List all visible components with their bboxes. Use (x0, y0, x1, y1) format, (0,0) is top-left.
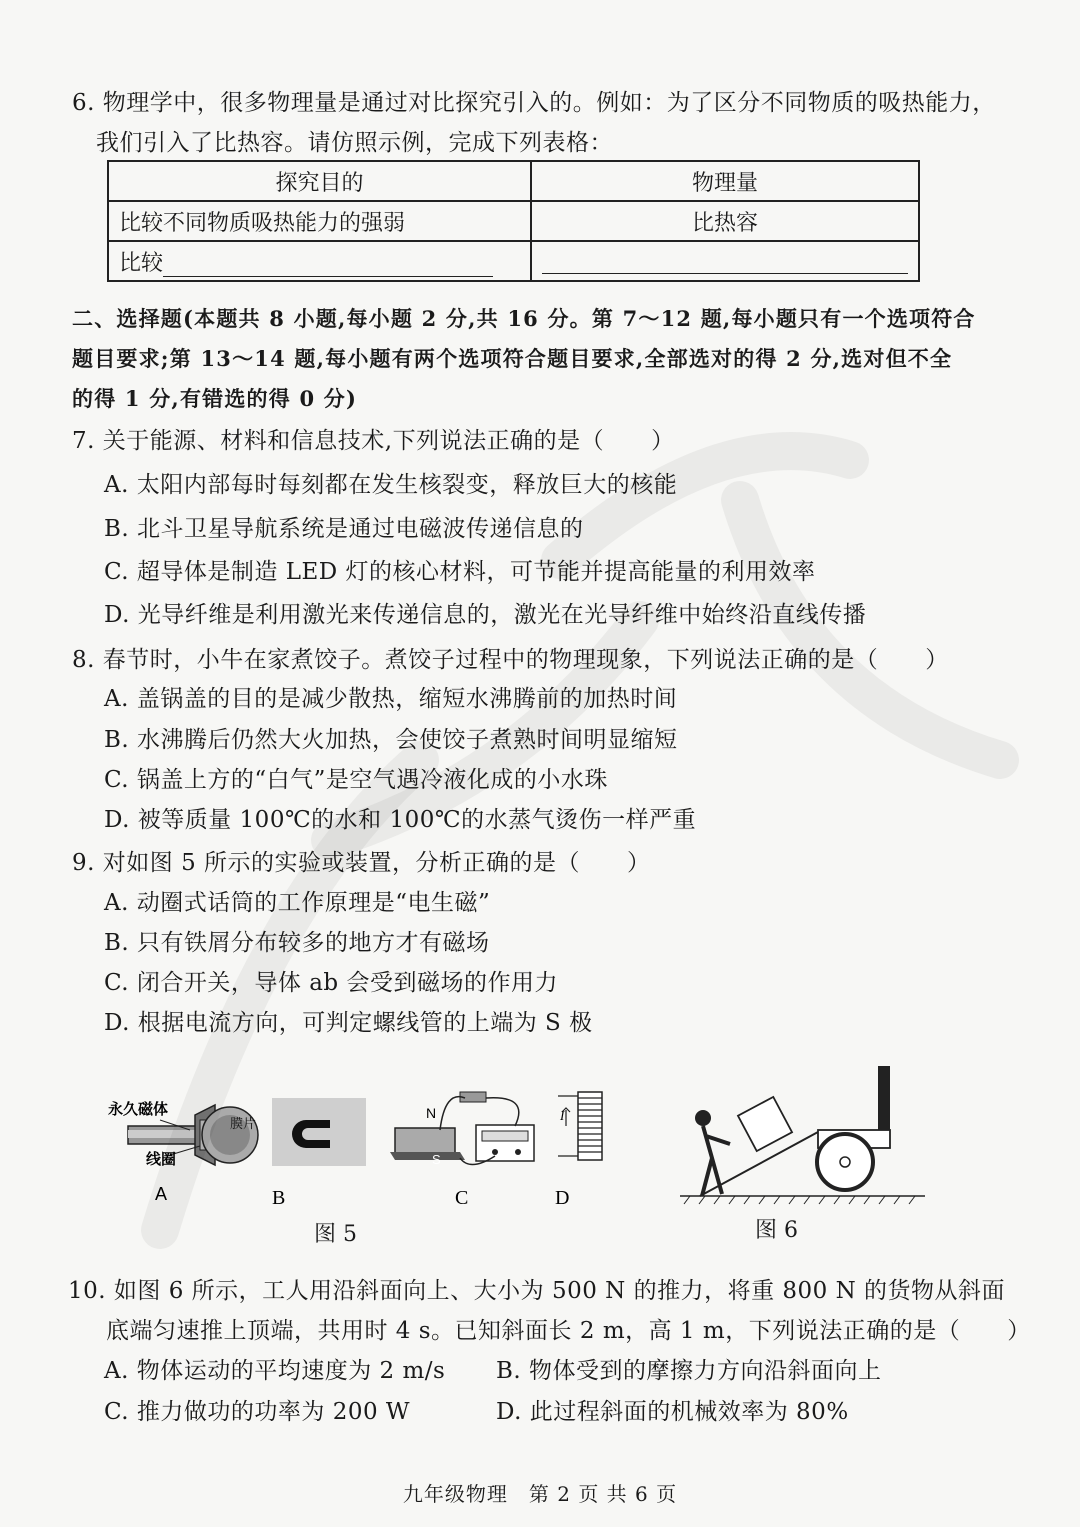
answer-blank[interactable] (163, 252, 493, 277)
fig5d-solenoid (555, 1092, 602, 1209)
q9-stem: 9. 对如图 5 所示的实验或装置，分析正确的是（ ） (72, 850, 651, 876)
fig6-incline (680, 1066, 925, 1204)
table-cell: 比热容 (531, 201, 919, 241)
q7-option-b: B. 北斗卫星导航系统是通过电磁波传递信息的 (104, 516, 584, 542)
q7-option-c: C. 超导体是制造 LED 灯的核心材料，可节能并提高能量的利用效率 (104, 559, 816, 585)
q8-stem: 8. 春节时，小牛在家煮饺子。煮饺子过程中的物理现象，下列说法正确的是（ ） (72, 647, 949, 673)
table-row (108, 201, 919, 241)
page-footer: 九年级物理 第 2 页 共 6 页 (402, 1482, 678, 1506)
table-row (108, 241, 919, 281)
q8-option-d: D. 被等质量 100℃的水和 100℃的水蒸气烫伤一样严重 (104, 807, 697, 833)
q7-option-d: D. 光导纤维是利用激光来传递信息的，激光在光导纤维中始终沿直线传播 (104, 602, 867, 628)
q9-option-d: D. 根据电流方向，可判定螺线管的上端为 S 极 (104, 1010, 593, 1036)
figures (0, 1060, 1080, 1260)
q7-option-a: A. 太阳内部每时每刻都在发生核裂变，释放巨大的核能 (104, 472, 678, 498)
s-pole-label: S (432, 1152, 441, 1167)
compare-prefix: 比较 (119, 250, 164, 276)
fig5b-iron-filings (272, 1098, 366, 1209)
fig5-caption: 图 5 (314, 1222, 357, 1247)
fig5-label-d: D (555, 1187, 570, 1209)
q6-line2: 我们引入了比热容。请仿照示例，完成下列表格： (96, 130, 613, 156)
q10-option-c: C. 推力做功的功率为 200 W (104, 1399, 411, 1425)
n-pole-label: N (426, 1105, 437, 1121)
table-cell-answer-purpose[interactable] (108, 241, 531, 281)
q9-option-b: B. 只有铁屑分布较多的地方才有磁场 (104, 930, 490, 956)
q6-table (107, 160, 920, 282)
table-cell: 比较不同物质吸热能力的强弱 (108, 201, 531, 241)
fig5-label-b: B (272, 1187, 286, 1209)
section2-line1: 二、选择题(本题共 8 小题,每小题 2 分,共 16 分。第 7～12 题,每小题只有一个选项符合 (72, 306, 976, 331)
q10-line2: 底端匀速推上顶端，共用时 4 s。已知斜面长 2 m，高 1 m，下列说法正确的是（ ） (106, 1318, 1031, 1344)
coil-label: 线圈 (146, 1151, 177, 1168)
table-header-quantity: 物理量 (531, 161, 919, 201)
q7-stem: 7. 关于能源、材料和信息技术,下列说法正确的是（ ） (72, 428, 675, 454)
q8-option-c: C. 锅盖上方的“白气”是空气遇冷液化成的小水珠 (104, 767, 608, 793)
q9-option-c: C. 闭合开关，导体 ab 会受到磁场的作用力 (104, 970, 558, 996)
membrane-label: 膜片 (230, 1116, 257, 1131)
section2-line3: 的得 1 分,有错选的得 0 分) (72, 386, 358, 411)
magnet-label: 永久磁体 (108, 1101, 169, 1118)
q9-option-a: A. 动圈式话筒的工作原理是“电生磁” (104, 890, 491, 916)
fig5-label-c: C (455, 1187, 469, 1209)
current-label: I (560, 1108, 565, 1123)
fig6-caption: 图 6 (755, 1218, 798, 1243)
fig5-label-a: A (155, 1184, 168, 1204)
fig5a-microphone (108, 1100, 258, 1204)
q6-line1: 6. 物理学中，很多物理量是通过对比探究引入的。例如：为了区分不同物质的吸热能力， (72, 90, 996, 116)
q8-option-a: A. 盖锅盖的目的是减少散热，缩短水沸腾前的加热时间 (104, 686, 678, 712)
q10-option-a: A. 物体运动的平均速度为 2 m/s (104, 1358, 446, 1384)
answer-blank[interactable] (542, 249, 908, 274)
table-row (108, 161, 919, 201)
table-header-purpose: 探究目的 (108, 161, 531, 201)
q10-option-b: B. 物体受到的摩擦力方向沿斜面向上 (496, 1358, 882, 1384)
q10-option-d: D. 此过程斜面的机械效率为 80% (496, 1399, 849, 1425)
q10-line1: 10. 如图 6 所示，工人用沿斜面向上、大小为 500 N 的推力，将重 800 N 的货物从斜面 (68, 1278, 1006, 1304)
table-cell-answer-quantity[interactable] (531, 241, 919, 281)
q8-option-b: B. 水沸腾后仍然大火加热，会使饺子煮熟时间明显缩短 (104, 727, 678, 753)
section2-line2: 题目要求;第 13～14 题,每小题有两个选项符合题目要求,全部选对的得 2 分,选对但不全 (72, 346, 953, 371)
fig5c-circuit (390, 1092, 534, 1209)
